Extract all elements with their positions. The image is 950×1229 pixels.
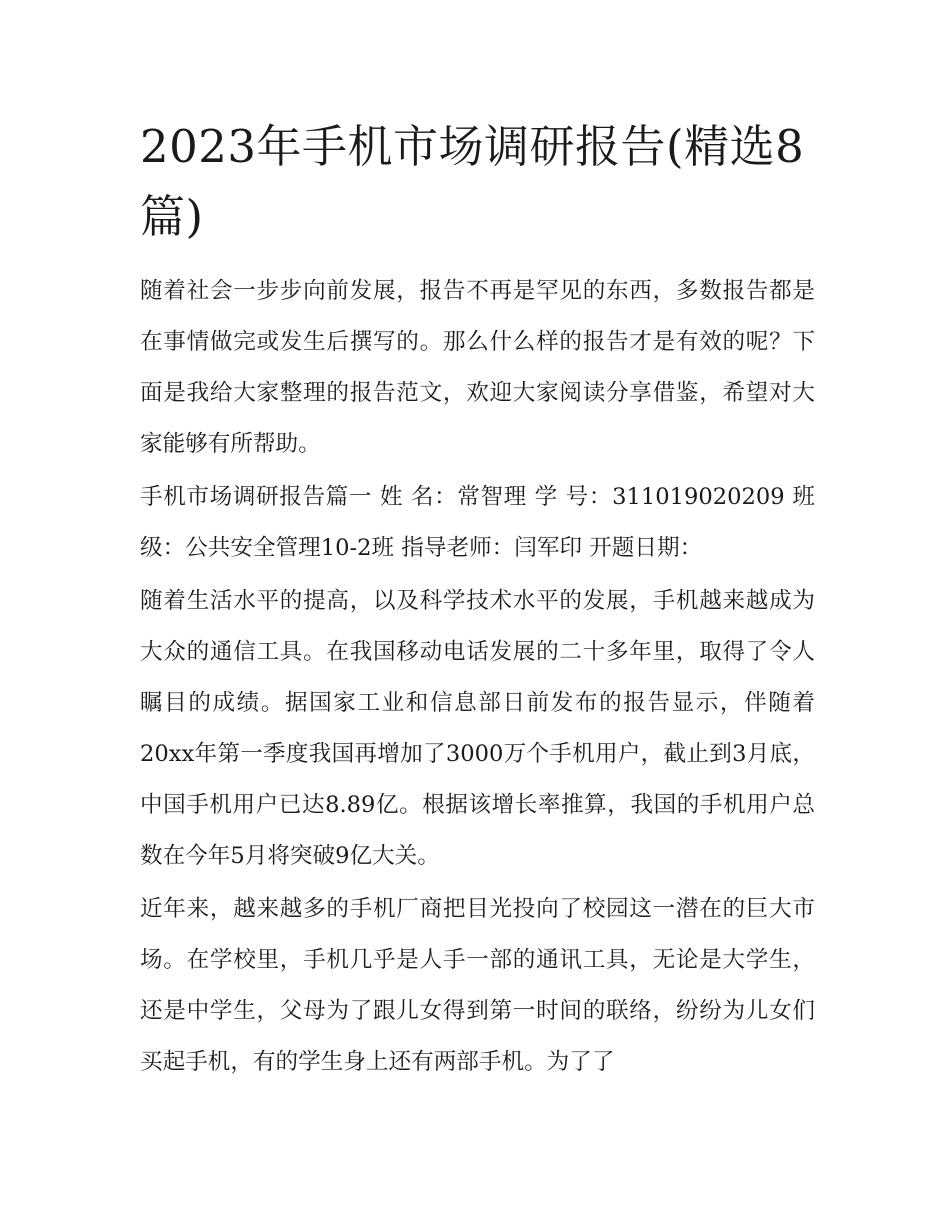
document-page bbox=[140, 112, 815, 1090]
paragraph-background: 随着生活水平的提高，以及科学技术水平的发展，手机越来越成为大众的通信工具。在我国移动电话发展的二十多年里，取得了令人瞩目的成绩。据国家工业和信息部日前发布的报告显示，伴随着20xx年第一季度我国再增加了3000万个手机用户，截止到3月底，中国手机用户已达8.89亿。根据该增长率推算，我国的手机用户总数在今年5月将突破9亿大关。 bbox=[140, 588, 815, 869]
document-title: 2023年手机市场调研报告(精选8篇) bbox=[140, 120, 805, 243]
paragraph-intro: 随着社会一步步向前发展，报告不再是罕见的东西，多数报告都是在事情做完或发生后撰写的。那么什么样的报告才是有效的呢？下面是我给大家整理的报告范文，欢迎大家阅读分享借鉴，希望对大家能够有所帮助。 bbox=[140, 278, 815, 457]
paragraph-report-info: 手机市场调研报告篇一 姓 名：常智理 学 号：311019020209 班级：公共安全管理10-2班 指导老师：闫军印 开题日期： bbox=[140, 484, 815, 561]
paragraph-campus-market: 近年来，越来越多的手机厂商把目光投向了校园这一潜在的巨大市场。在学校里，手机几乎是人手一部的通讯工具，无论是大学生，还是中学生，父母为了跟儿女得到第一时间的联络，纷纷为儿女们买起手机，有的学生身上还有两部手机。为了了 bbox=[140, 896, 815, 1075]
